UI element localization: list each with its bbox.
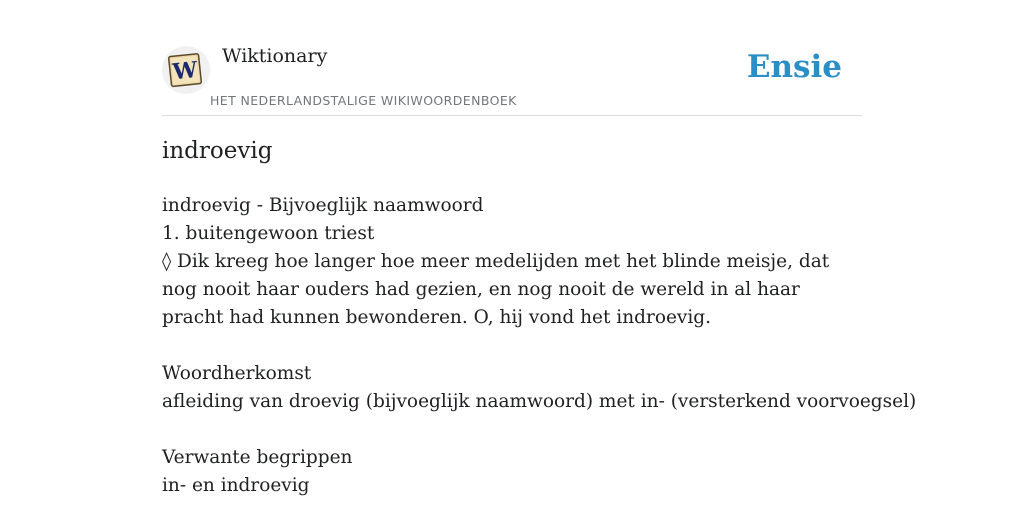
definition: 1. buitengewoon triest [162,223,375,244]
spacer [162,332,862,360]
wiktionary-logo-icon[interactable] [162,46,210,94]
entry-heading: indroevig - Bijvoeglijk naamwoord [162,195,484,216]
logo-letter: W [171,56,199,86]
wiktionary-logo-tile-icon [162,46,210,94]
site-header [162,0,862,116]
etymology-text: afleiding van droevig (bijvoeglijk naamwoord) met in- (versterkend voorvoegsel) [162,391,917,412]
page [162,0,917,512]
ensie-brand-link[interactable]: Ensie [746,49,842,85]
page-title: indroevig [162,138,273,164]
usage-example: ◊ Dik kreeg hoe langer hoe meer medelijden met het blinde meisje, dat nog nooit haar ouders had gezien, en nog nooit de wereld in al haar pracht had kunnen bewonderen. O, hij vond het indroevig. [162,251,830,328]
etymology-heading: Woordherkomst [162,363,312,384]
related-heading: Verwante begrippen [162,447,353,468]
spacer [162,416,862,444]
site-tagline: HET NEDERLANDSTALIGE WIKIWOORDENBOEK [210,93,517,108]
entry-content [162,192,917,500]
related-text: in- en indroevig [162,475,310,496]
site-name[interactable]: Wiktionary [222,45,328,67]
